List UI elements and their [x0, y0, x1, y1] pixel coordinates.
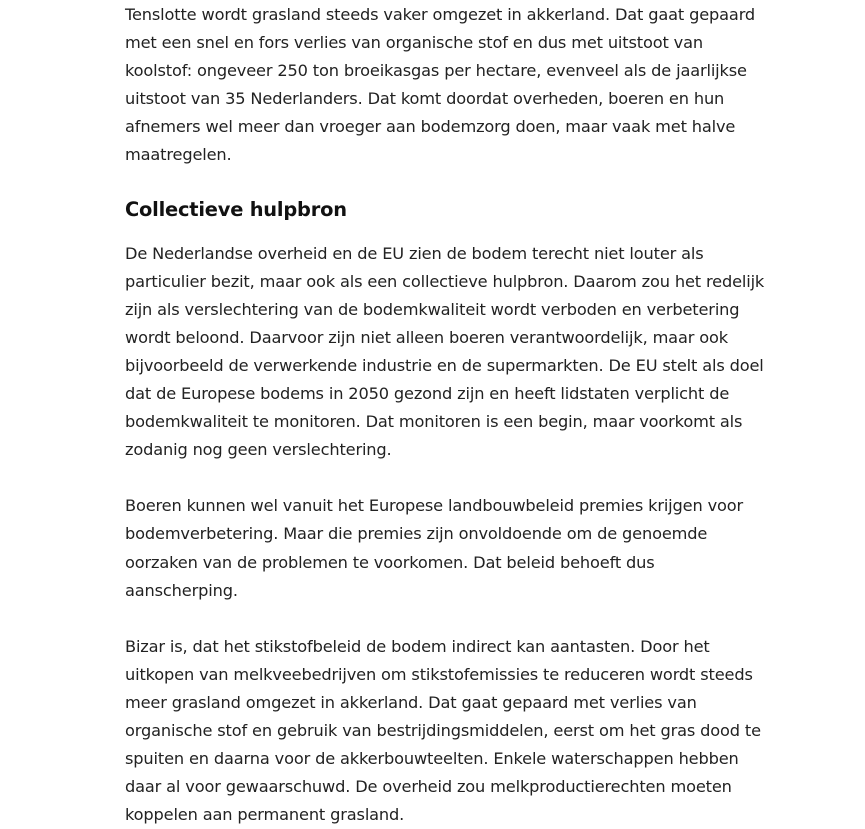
article-body	[125, 0, 770, 829]
paragraph-subsidies: Boeren kunnen wel vanuit het Europese landbouwbeleid premies krijgen voor bodemverbetering. Maar die premies zijn onvoldoende om de genoemde oorzaken van de problemen te voorkomen. Dat beleid behoeft dus aanscherping.	[125, 496, 744, 600]
paragraph-nitrogen-policy: Bizar is, dat het stikstofbeleid de bodem indirect kan aantasten. Door het uitkopen van melkveebedrijven om stikstofemissies te reduceren wordt steeds meer grasland omgezet in akkerland. Dat gaat gepaard met verlies van organische stof en gebruik van bestrijdingsmiddelen, eerst om het gras dood te spuiten en daarna voor de akkerbouwteelten. Enkele waterschappen hebben daar al voor gewaarschuwd. De overheid zou melkproductierechten moeten koppelen aan permanent grasland.	[125, 636, 761, 825]
section-heading: Collectieve hulpbron	[125, 197, 347, 221]
paragraph-collective-resource: De Nederlandse overheid en de EU zien de bodem terecht niet louter als particulier bezit, maar ook als een collectieve hulpbron. Daarom zou het redelijk zijn als verslechtering van de bodemkwaliteit wordt verboden en verbetering wordt beloond. Daarvoor zijn niet alleen boeren verantwoordelijk, maar ook bijvoorbeeld de verwerkende industrie en de supermarkten. De EU stelt als doel dat de Europese bodems in 2050 gezond zijn en heeft lidstaten verplicht de bodemkwaliteit te monitoren. Dat monitoren is een begin, maar voorkomt als zodanig nog geen verslechtering.	[125, 243, 765, 460]
paragraph-intro: Tenslotte wordt grasland steeds vaker omgezet in akkerland. Dat gaat gepaard met een snel en fors verlies van organische stof en dus met uitstoot van koolstof: ongeveer 250 ton broeikasgas per hectare, evenveel als de jaarlijkse uitstoot van 35 Nederlanders. Dat komt doordat overheden, boeren en hun afnemers wel meer dan vroeger aan bodemzorg doen, maar vaak met halve maatregelen.	[125, 5, 756, 165]
